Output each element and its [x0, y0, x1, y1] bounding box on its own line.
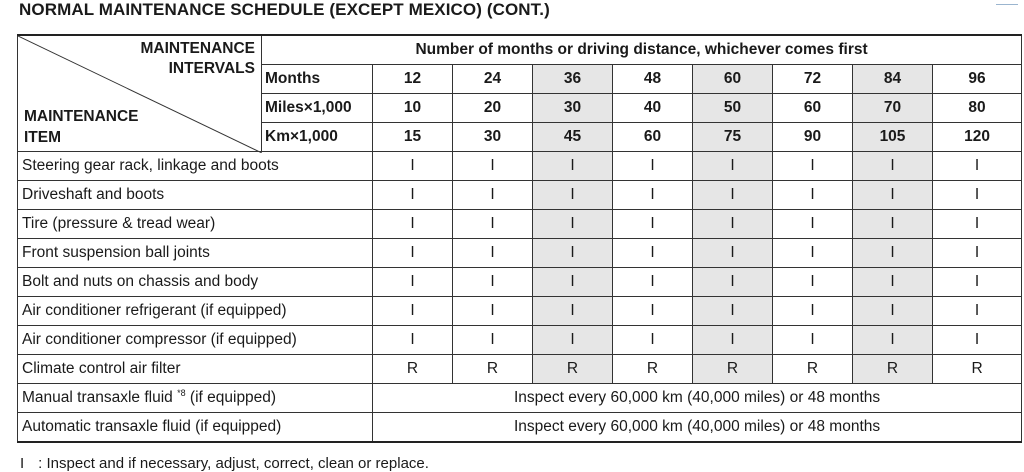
service-mark: I: [533, 210, 613, 239]
service-mark: I: [613, 297, 693, 326]
service-mark: I: [933, 239, 1022, 268]
service-mark: R: [533, 355, 613, 384]
maintenance-item-name: Tire (pressure & tread wear): [18, 210, 373, 239]
service-mark: I: [533, 326, 613, 355]
interval-value: 40: [613, 94, 693, 123]
service-mark: I: [533, 181, 613, 210]
interval-value: 60: [773, 94, 853, 123]
service-mark: I: [853, 210, 933, 239]
service-mark: I: [933, 210, 1022, 239]
service-mark: I: [693, 297, 773, 326]
service-mark: I: [773, 152, 853, 181]
service-mark: I: [453, 210, 533, 239]
item-name-text: Manual transaxle fluid: [22, 389, 178, 407]
service-mark: I: [853, 181, 933, 210]
service-mark: I: [773, 210, 853, 239]
item-name-suffix: (if equipped): [185, 389, 277, 407]
interval-value: 120: [933, 123, 1022, 152]
interval-value: 30: [533, 94, 613, 123]
interval-unit-label: Months: [262, 65, 373, 94]
interval-value: 90: [773, 123, 853, 152]
table-row: [18, 326, 1022, 355]
maintenance-item-name: [18, 413, 373, 443]
service-mark: I: [373, 297, 453, 326]
interval-value: 15: [373, 123, 453, 152]
service-mark: R: [773, 355, 853, 384]
maintenance-item-name: Climate control air filter: [18, 355, 373, 384]
footnote: [20, 455, 429, 472]
service-mark: I: [693, 326, 773, 355]
maintenance-item-name: [18, 384, 373, 413]
service-mark: I: [533, 268, 613, 297]
interval-value: 12: [373, 65, 453, 94]
header-row-top: [18, 35, 1022, 65]
service-mark: I: [693, 268, 773, 297]
maintenance-item-name: Air conditioner refrigerant (if equipped): [18, 297, 373, 326]
service-mark: I: [693, 210, 773, 239]
interval-value: 45: [533, 123, 613, 152]
service-mark: R: [613, 355, 693, 384]
footnote-text: : Inspect and if necessary, adjust, correct, clean or replace.: [38, 455, 429, 472]
maintenance-table: [17, 34, 1022, 443]
interval-value: 36: [533, 65, 613, 94]
service-mark: I: [613, 239, 693, 268]
table-row: [18, 297, 1022, 326]
table-row: [18, 268, 1022, 297]
service-mark: I: [533, 239, 613, 268]
table-row: [18, 355, 1022, 384]
service-mark: I: [373, 326, 453, 355]
service-mark: I: [613, 326, 693, 355]
corner-header-cell: [18, 35, 262, 152]
interval-value: 84: [853, 65, 933, 94]
service-mark: R: [853, 355, 933, 384]
service-mark: I: [933, 326, 1022, 355]
page-title: NORMAL MAINTENANCE SCHEDULE (EXCEPT MEXICO) (CONT.): [19, 0, 550, 19]
maintenance-item-name: Front suspension ball joints: [18, 239, 373, 268]
table-row: [18, 152, 1022, 181]
service-mark: R: [453, 355, 533, 384]
interval-value: 60: [613, 123, 693, 152]
interval-value: 96: [933, 65, 1022, 94]
service-mark: I: [853, 239, 933, 268]
service-mark: I: [773, 297, 853, 326]
maintenance-item-name: Steering gear rack, linkage and boots: [18, 152, 373, 181]
table-row: [18, 181, 1022, 210]
service-mark: I: [693, 152, 773, 181]
service-mark: I: [373, 268, 453, 297]
service-mark: R: [693, 355, 773, 384]
service-mark: I: [373, 181, 453, 210]
footnote-symbol: I: [20, 455, 25, 472]
maintenance-item-name: Air conditioner compressor (if equipped): [18, 326, 373, 355]
service-mark: I: [693, 239, 773, 268]
interval-value: 24: [453, 65, 533, 94]
window-corner-mark: [996, 0, 1018, 5]
service-mark: I: [773, 239, 853, 268]
service-mark: I: [453, 297, 533, 326]
service-mark: I: [453, 239, 533, 268]
interval-span-title: Number of months or driving distance, whichever comes first: [262, 35, 1022, 65]
interval-value: 72: [773, 65, 853, 94]
table-row: [18, 384, 1022, 413]
interval-unit-label: Miles×1,000: [262, 94, 373, 123]
corner-item-label: MAINTENANCE ITEM: [24, 108, 139, 146]
service-mark: I: [773, 268, 853, 297]
service-mark: I: [773, 326, 853, 355]
interval-value: 60: [693, 65, 773, 94]
interval-value: 70: [853, 94, 933, 123]
service-mark: I: [933, 181, 1022, 210]
service-mark: I: [613, 152, 693, 181]
service-mark: I: [853, 268, 933, 297]
service-mark: R: [933, 355, 1022, 384]
service-mark: I: [373, 152, 453, 181]
interval-value: 20: [453, 94, 533, 123]
service-mark: I: [453, 326, 533, 355]
interval-instruction: Inspect every 60,000 km (40,000 miles) or 48 months: [373, 413, 1022, 443]
service-mark: I: [853, 326, 933, 355]
service-mark: I: [453, 152, 533, 181]
service-mark: I: [613, 268, 693, 297]
interval-value: 105: [853, 123, 933, 152]
table-row: [18, 239, 1022, 268]
interval-value: 10: [373, 94, 453, 123]
service-mark: I: [773, 181, 853, 210]
service-mark: I: [613, 210, 693, 239]
maintenance-item-name: Driveshaft and boots: [18, 181, 373, 210]
service-mark: I: [933, 297, 1022, 326]
item-name-text: Automatic transaxle fluid (if equipped): [22, 418, 282, 436]
service-mark: R: [373, 355, 453, 384]
service-mark: I: [613, 181, 693, 210]
table-row: [18, 413, 1022, 443]
table-row: [18, 210, 1022, 239]
service-mark: I: [533, 152, 613, 181]
service-mark: I: [533, 297, 613, 326]
service-mark: I: [373, 239, 453, 268]
interval-value: 75: [693, 123, 773, 152]
service-mark: I: [693, 181, 773, 210]
service-mark: I: [453, 268, 533, 297]
service-mark: I: [373, 210, 453, 239]
maintenance-item-name: Bolt and nuts on chassis and body: [18, 268, 373, 297]
service-mark: I: [933, 268, 1022, 297]
interval-value: 48: [613, 65, 693, 94]
corner-intervals-label: MAINTENANCE INTERVALS: [140, 40, 255, 77]
interval-instruction: Inspect every 60,000 km (40,000 miles) or 48 months: [373, 384, 1022, 413]
interval-value: 50: [693, 94, 773, 123]
service-mark: I: [453, 181, 533, 210]
service-mark: I: [853, 152, 933, 181]
interval-value: 30: [453, 123, 533, 152]
note-reference: *8: [177, 388, 186, 399]
service-mark: I: [853, 297, 933, 326]
interval-unit-label: Km×1,000: [262, 123, 373, 152]
service-mark: I: [933, 152, 1022, 181]
interval-value: 80: [933, 94, 1022, 123]
